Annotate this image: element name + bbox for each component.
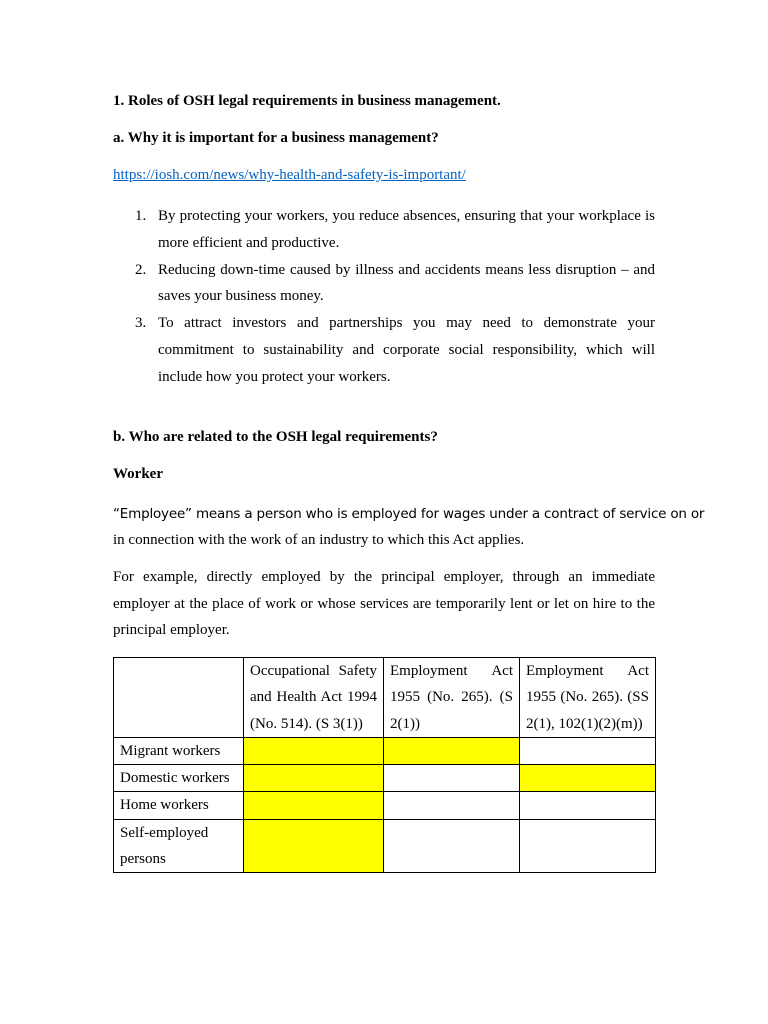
- table-cell-highlighted: [244, 792, 384, 819]
- table-row: [114, 819, 656, 873]
- table-cell: [520, 792, 656, 819]
- row-label: Self-employed persons: [114, 819, 244, 873]
- table-header-cell: Occupational Safety and Health Act 1994 (No. 514). (S 3(1)): [244, 658, 384, 738]
- iosh-link[interactable]: https://iosh.com/news/why-health-and-safety-is-important/: [113, 167, 466, 183]
- table-cell: [520, 737, 656, 764]
- question-a-heading: a. Why it is important for a business management?: [113, 130, 439, 146]
- list-number: 3.: [135, 315, 147, 332]
- table-header-cell: Employment Act 1955 (No. 265). (SS 2(1), 102(1)(2)(m)): [520, 658, 656, 738]
- reasons-list: [113, 203, 655, 391]
- table-header-cell: [114, 658, 244, 738]
- table-cell-highlighted: [244, 819, 384, 873]
- question-b-heading: b. Who are related to the OSH legal requirements?: [113, 429, 438, 445]
- table-row: [114, 737, 656, 764]
- example-paragraph: For example, directly employed by the principal employer, through an immediate employer at the place of work or whose services are temporarily lent or let on hire to the principal employer.: [113, 569, 655, 638]
- table-cell: [384, 765, 520, 792]
- list-item: [113, 310, 655, 390]
- table-row: [114, 765, 656, 792]
- table-cell: [384, 819, 520, 873]
- legal-coverage-table: [113, 657, 656, 873]
- definition-line-1: “Employee” means a person who is employed for wages under a contract of service on or: [113, 506, 705, 522]
- worker-heading: Worker: [113, 466, 163, 482]
- table-cell: [520, 819, 656, 873]
- row-label: Migrant workers: [114, 737, 244, 764]
- table-header-cell: Employment Act 1955 (No. 265). (S 2(1)): [384, 658, 520, 738]
- table-cell-highlighted: [244, 737, 384, 764]
- list-item: [113, 257, 655, 311]
- table-header-row: [114, 658, 656, 738]
- section-heading-1: 1. Roles of OSH legal requirements in business management.: [113, 93, 501, 109]
- list-item: [113, 203, 655, 257]
- employee-definition: [113, 501, 705, 553]
- list-text: Reducing down-time caused by illness and accidents means less disruption – and saves your business money.: [158, 261, 655, 305]
- row-label: Domestic workers: [114, 765, 244, 792]
- table-cell: [384, 792, 520, 819]
- table-cell-highlighted: [384, 737, 520, 764]
- row-label: Home workers: [114, 792, 244, 819]
- table-row: [114, 792, 656, 819]
- definition-line-2: in connection with the work of an industry to which this Act applies.: [113, 532, 525, 548]
- table-cell-highlighted: [244, 765, 384, 792]
- list-text: By protecting your workers, you reduce absences, ensuring that your workplace is more efficient and productive.: [158, 208, 655, 251]
- table-cell-highlighted: [520, 765, 656, 792]
- list-number: 2.: [135, 261, 147, 278]
- list-number: 1.: [135, 208, 147, 224]
- list-text: To attract investors and partnerships you may need to demonstrate your commitment to sustainability and corporate social responsibility, which will include how you protect your workers.: [158, 315, 655, 385]
